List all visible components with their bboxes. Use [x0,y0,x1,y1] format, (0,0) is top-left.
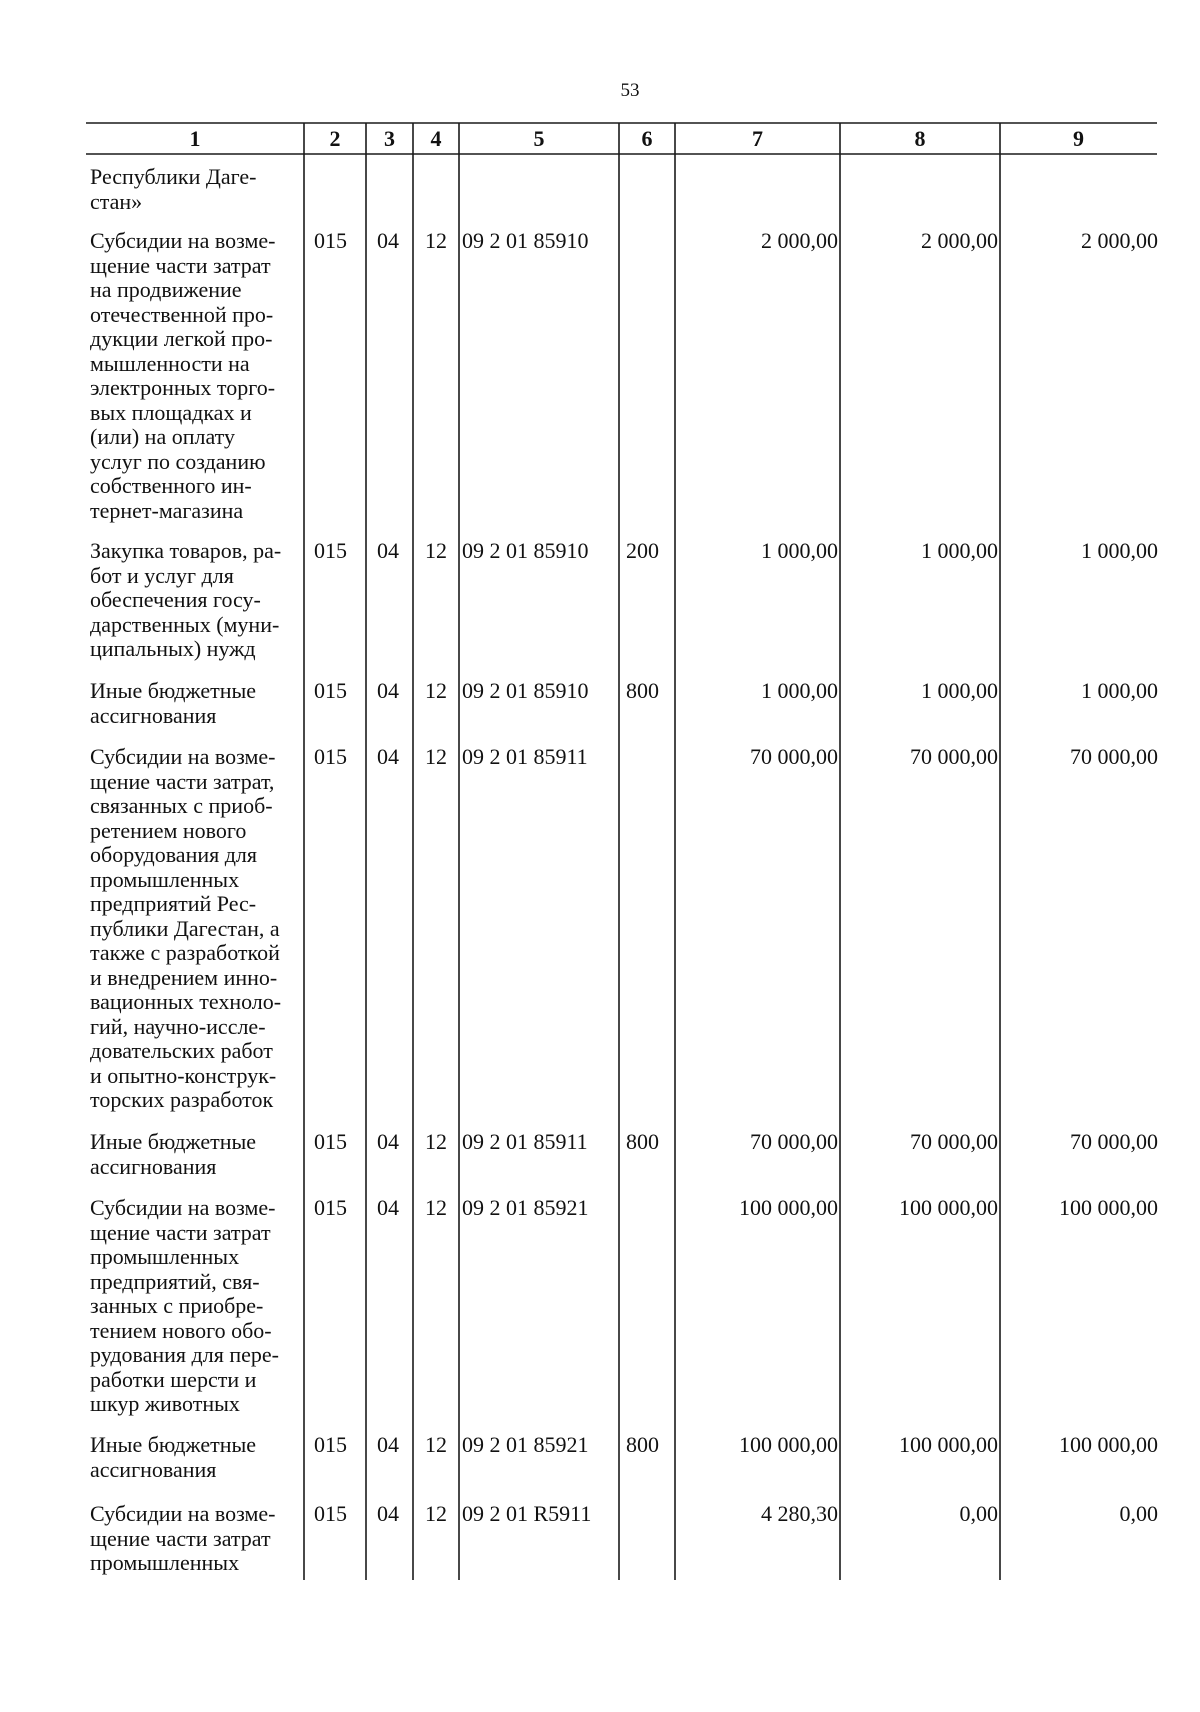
row-c2: 015 [314,678,347,703]
row-c8: 100 000,00 [899,1195,998,1220]
row-c9: 70 000,00 [1070,1129,1158,1154]
row-c5: 09 2 01 85910 [462,228,589,253]
header-col-4: 4 [430,126,442,151]
row-c4: 12 [425,1129,447,1154]
row-name: Субсидии на возме- щение части затрат промышленных предприятий, свя- занных с приобре- тением нового обо- рудования для пере- работки шерсти и шкур животных [90,1195,279,1416]
row-c9: 1 000,00 [1081,678,1158,703]
row-name: Иные бюджетные ассигнования [90,678,257,728]
row-name: Закупка товаров, ра- бот и услуг для обеспечения госу- дарственных (муни- ципальных) нужд [90,538,282,661]
row-c7: 70 000,00 [750,1129,838,1154]
row-c3: 04 [377,1129,399,1154]
row-c4: 12 [425,678,447,703]
row-c8: 70 000,00 [910,744,998,769]
row-c8: 1 000,00 [921,538,998,563]
row-c9: 0,00 [1119,1501,1158,1526]
row-name: Субсидии на возме- щение части затрат на продвижение отечественной про- дукции легкой про- мышленности на электронных торго- вых площадках и (или) на оплату услуг по созданию собственного ин- тернет-магазина [90,228,276,523]
row-c7: 4 280,30 [761,1501,838,1526]
row-c5: 09 2 01 R5911 [462,1501,592,1526]
row-c4: 12 [425,1432,447,1457]
row-c2: 015 [314,1129,347,1154]
row-c3: 04 [377,1432,399,1457]
header-col-2: 2 [329,126,341,151]
header-col-9: 9 [1073,126,1084,151]
header-col-8: 8 [914,126,926,151]
row-name: Субсидии на возме- щение части затрат, связанных с приоб- ретением нового оборудования для промышленных предприятий Рес- публики Дагестан, а также с разработкой и внедрением инно- вационных техноло- гий, научно-иссле- довательских работ и опытно-конструк- торских разработок [90,744,282,1112]
row-c7: 1 000,00 [761,538,838,563]
row-c3: 04 [377,538,399,563]
row-c2: 015 [314,744,347,769]
row-c7: 100 000,00 [739,1195,838,1220]
row-c5: 09 2 01 85921 [462,1432,589,1457]
row-c8: 0,00 [959,1501,998,1526]
row-c8: 2 000,00 [921,228,998,253]
row-c8: 100 000,00 [899,1432,998,1457]
row-c5: 09 2 01 85910 [462,678,589,703]
row-c6: 800 [626,678,659,703]
row-c9: 1 000,00 [1081,538,1158,563]
row-c9: 70 000,00 [1070,744,1158,769]
row-c9: 100 000,00 [1059,1432,1158,1457]
row-c6: 800 [626,1432,659,1457]
row-c6: 800 [626,1129,659,1154]
row-c5: 09 2 01 85921 [462,1195,589,1220]
row-name: Иные бюджетные ассигнования [90,1432,257,1482]
row-c3: 04 [377,228,399,253]
row-c9: 100 000,00 [1059,1195,1158,1220]
row-c7: 70 000,00 [750,744,838,769]
row-c4: 12 [425,1501,447,1526]
row-c2: 015 [314,228,347,253]
row-c4: 12 [425,538,447,563]
row-name: Республики Даге- стан» [90,164,257,214]
row-c8: 70 000,00 [910,1129,998,1154]
header-col-5: 5 [533,126,545,151]
row-c6: 200 [626,538,659,563]
row-c7: 100 000,00 [739,1432,838,1457]
row-c4: 12 [425,744,447,769]
row-c3: 04 [377,744,399,769]
row-c5: 09 2 01 85911 [462,1129,588,1154]
row-c2: 015 [314,538,347,563]
header-col-6: 6 [641,126,653,151]
row-c7: 1 000,00 [761,678,838,703]
row-c4: 12 [425,228,447,253]
row-name: Иные бюджетные ассигнования [90,1129,257,1179]
page-number: 53 [620,80,640,101]
row-c4: 12 [425,1195,447,1220]
row-c3: 04 [377,678,399,703]
row-c5: 09 2 01 85910 [462,538,589,563]
row-c8: 1 000,00 [921,678,998,703]
header-col-3: 3 [384,126,395,151]
row-c3: 04 [377,1501,399,1526]
header-col-1: 1 [189,126,201,151]
row-c9: 2 000,00 [1081,228,1158,253]
header-col-7: 7 [752,126,763,151]
row-c2: 015 [314,1195,347,1220]
row-c7: 2 000,00 [761,228,838,253]
row-c2: 015 [314,1432,347,1457]
row-name: Субсидии на возме- щение части затрат промышленных [90,1501,276,1575]
row-c2: 015 [314,1501,347,1526]
row-c5: 09 2 01 85911 [462,744,588,769]
row-c3: 04 [377,1195,399,1220]
